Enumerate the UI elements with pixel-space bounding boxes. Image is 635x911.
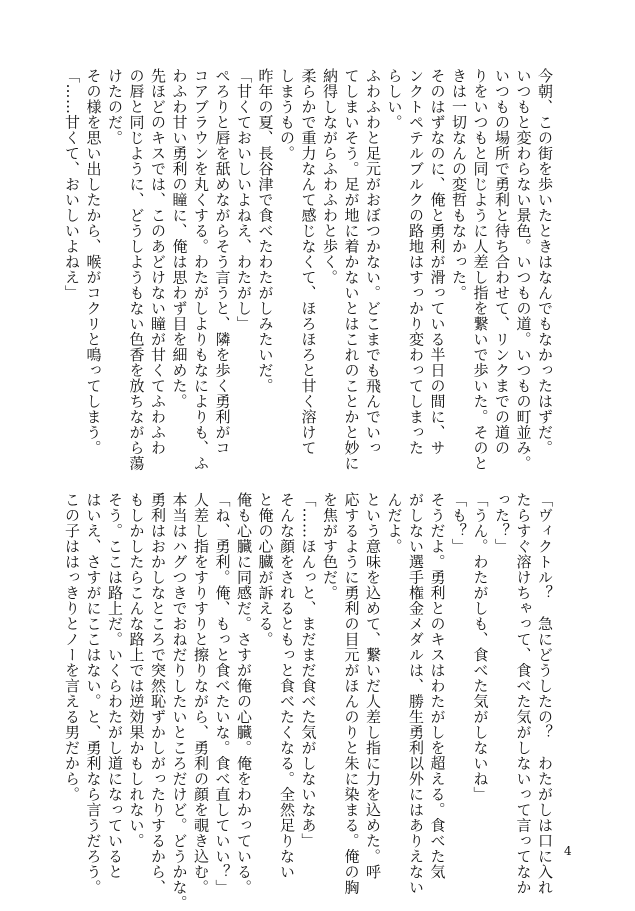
text-line: の唇と同じように、どうしようもない色香を放ちながら蕩: [127, 68, 146, 471]
text-line: はいえ、さすがにここはない。と、勇利なら言うだろう。: [84, 492, 103, 895]
text-line: ふわふわと足元がおぼつかない。どこまでも飛んでいっ: [364, 68, 382, 456]
text-line: った？」: [493, 492, 511, 554]
text-line: 納得しながらふわふわと歩く。: [321, 68, 339, 285]
text-line: 「うん。わたがしも、食べた気がしないね」: [471, 492, 490, 802]
text-line: そんな顔をされるともっと食べたくなる。全然足りない: [278, 492, 296, 880]
text-line: という意味を込めて、繋いだ人差し指に力を込めた。呼: [364, 492, 382, 880]
text-line: 本当はハグつきでおねだりしたいところだけど。どうかな。: [170, 492, 189, 911]
text-line: りをいつもと同じように人差し指を繋いで歩いた。そのと: [471, 68, 490, 471]
text-line: 「……甘くて、おいしいよねえ」: [63, 68, 81, 301]
text-line: 俺も心臓に同感だ。さすが俺の心臓。俺をわかっている。: [235, 492, 253, 895]
text-line: 柔らかで重力なんて感じなくて、ほろほろと甘く溶けて: [299, 68, 318, 456]
text-line: 応するように勇利の目元がほんのりと朱に染まる。俺の胸: [342, 492, 361, 895]
text-line: ぺろりと唇を舐めながらそう言うと、隣を歩く勇利がコ: [213, 68, 232, 456]
text-block-bottom: [63, 492, 555, 911]
text-line: きは一切なんの変哲もなかった。: [450, 68, 468, 301]
text-line: いつもの場所で勇利と待ち合わせて、リンクまでの道の: [493, 68, 511, 456]
text-line: 勇利はおかしなところで突然恥ずかしがったりするから、: [149, 492, 167, 895]
text-line: そう。ここは路上だ。いくらわたがし道になっていると: [106, 492, 124, 880]
text-line: んだよ。: [385, 492, 404, 554]
text-line: けたのだ。: [106, 68, 124, 146]
text-line: もしかしたらこんな路上では逆効果かもしれない。: [127, 492, 146, 849]
text-line: たらすぐ溶けちゃって、食べた気がしないって言ってなか: [514, 492, 533, 895]
text-line: 「甘くておいしいよねえ、わたがし」: [235, 68, 253, 332]
text-line: しまうもの。: [278, 68, 296, 161]
text-line: コアブラウンを丸くする。わたがしよりもなによりも、ふ: [192, 68, 210, 471]
text-line: 「ね、勇利。俺、もっと食べたいな。食べ直していい？」: [213, 492, 232, 895]
text-line: わふわ甘い勇利の瞳に、俺は思わず目を細めた。: [170, 68, 189, 409]
text-line: てしまいそう。足が地に着かないとはこれのことかと妙に: [342, 68, 361, 471]
text-line: らしい。: [385, 68, 404, 130]
text-line: 人差し指をすりすりと擦りながら、勇利の顔を覗き込む。: [192, 492, 210, 895]
page-number: 4: [564, 844, 572, 858]
text-line: 「も？」: [450, 492, 468, 554]
text-line: そのはずなのに、俺と勇利が滑っている半日の間に、サ: [428, 68, 447, 456]
text-line: いつもと変わらない景色。いつもの道。いつもの町並み。: [514, 68, 533, 471]
text-line: 今朝、この街を歩いたときはなんでもなかったはずだ。: [536, 68, 554, 456]
text-block-top: [63, 68, 555, 471]
text-line: 先ほどのキスでは、このあどけない瞳が甘くてふわふわ: [149, 68, 167, 456]
text-line: そうだよ。勇利とのキスはわたがしを超える。食べた気: [428, 492, 447, 880]
text-line: ンクトペテルブルクの路地はすっかり変わってしまった: [407, 68, 425, 456]
text-line: 「ヴィクトル？ 急にどうしたの？ わたがしは口に入れ: [536, 492, 554, 895]
text-line: 昨年の夏、長谷津で食べたわたがしみたいだ。: [256, 68, 275, 394]
text-line: がしない選手権金メダルは、勝生勇利以外にはありえない: [407, 492, 425, 895]
text-line: この子ははっきりとノーを言える男だから。: [63, 492, 81, 802]
text-line: を焦がす色だ。: [321, 492, 339, 601]
text-line: その様を思い出したから、喉がコクリと鳴ってしまう。: [84, 68, 103, 456]
text-line: と俺の心臓が訴える。: [256, 492, 275, 647]
text-line: 「……ほんっと、まだまだ食べた気がしないなあ」: [299, 492, 318, 849]
